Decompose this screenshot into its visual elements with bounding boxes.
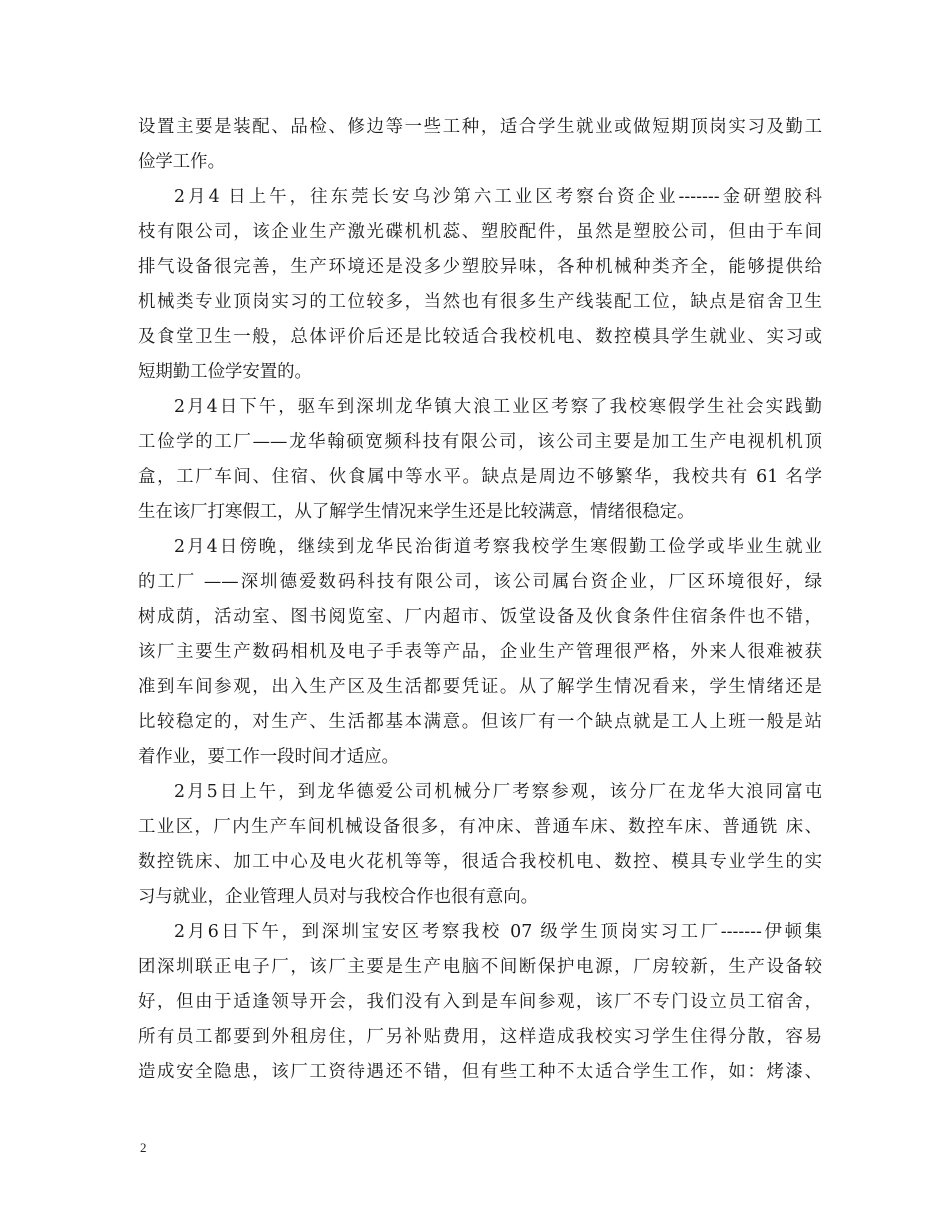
text-line: 数控铣床、加工中心及电火花机等等，很适合我校机电、数控、模具专业学生的实: [138, 852, 822, 872]
text-line: 造成安全隐患，该厂工资待遇还不错，但有些工种不太适合学生工作，如：烤漆、: [138, 1062, 822, 1082]
text-line: 枝有限公司，该企业生产激光碟机机蕊、塑胶配件，虽然是塑胶公司，但由于车间: [138, 222, 822, 242]
text-line: 设置主要是装配、品检、修边等一些工种，适合学生就业或做短期顶岗实习及勤工: [138, 117, 822, 137]
text-line: 短期勤工俭学安置的。: [138, 362, 312, 382]
text-line: 团深圳联正电子厂，该厂主要是生产电脑不间断保护电源，厂房较新，生产设备较: [138, 957, 822, 977]
paragraph-feb6-afternoon: [138, 915, 822, 1090]
text-line: 机械类专业顶岗实习的工位较多，当然也有很多生产线装配工位，缺点是宿舍卫生: [138, 292, 822, 312]
text-line: 工业区，厂内生产车间机械设备很多，有冲床、普通车床、数控车床、普通铣 床、: [138, 817, 822, 837]
text-line: 的工厂 ——深圳德爱数码科技有限公司，该公司属台资企业，厂区环境很好，绿: [138, 572, 822, 592]
text-line: 工俭学的工厂——龙华翰硕宽频科技有限公司，该公司主要是加工生产电视机机顶: [138, 432, 822, 452]
paragraph-feb5-morning: [138, 775, 822, 915]
text-line: 着作业，要工作一段时间才适应。: [138, 747, 399, 767]
paragraph-feb4-evening: [138, 530, 822, 775]
text-line: 该厂主要生产数码相机及电子手表等产品，企业生产管理很严格，外来人很难被获: [138, 642, 822, 662]
paragraph-feb4-afternoon: [138, 390, 822, 530]
text-line: 2月6日下午，到深圳宝安区考察我校 07 级学生顶岗实习工厂-------伊顿集: [174, 922, 822, 942]
text-line: 树成荫，活动室、图书阅览室、厂内超市、饭堂设备及伙食条件住宿条件也不错，: [138, 607, 822, 627]
text-line: 比较稳定的，对生产、生活都基本满意。但该厂有一个缺点就是工人上班一般是站: [138, 712, 822, 732]
text-line: 2月5日上午，到龙华德爱公司机械分厂考察参观，该分厂在龙华大浪同富屯: [174, 782, 822, 802]
document-body: [138, 110, 822, 1090]
text-line: 2月4 日上午，往东莞长安乌沙第六工业区考察台资企业-------金研塑胶科: [174, 187, 822, 207]
text-line: 2月4日傍晚，继续到龙华民治街道考察我校学生寒假勤工俭学或毕业生就业: [174, 537, 822, 557]
text-line: 及食堂卫生一般，总体评价后还是比较适合我校机电、数控模具学生就业、实习或: [138, 327, 822, 347]
page-number: 2: [140, 1140, 147, 1155]
text-line: 好，但由于适逢领导开会，我们没有入到是车间参观，该厂不专门设立员工宿舍，: [138, 992, 822, 1012]
paragraph-feb4-morning: [138, 180, 822, 390]
text-line: 俭学工作。: [138, 152, 225, 172]
text-line: 2月4日下午，驱车到深圳龙华镇大浪工业区考察了我校寒假学生社会实践勤: [174, 397, 822, 417]
text-line: 排气设备很完善，生产环境还是没多少塑胶异味，各种机械种类齐全，能够提供给: [138, 257, 822, 277]
text-line: 所有员工都要到外租房住，厂另补贴费用，这样造成我校实习学生住得分散，容易: [138, 1027, 822, 1047]
paragraph-continuation: [138, 110, 822, 180]
text-line: 准到车间参观，出入生产区及生活都要凭证。从了解学生情况看来，学生情绪还是: [138, 677, 822, 697]
text-line: 生在该厂打寒假工，从了解学生情况来学生还是比较满意，情绪很稳定。: [138, 502, 695, 522]
text-line: 盒，工厂车间、住宿、伙食属中等水平。缺点是周边不够繁华，我校共有 61 名学: [138, 467, 822, 487]
text-line: 习与就业，企业管理人员对与我校合作也很有意向。: [138, 887, 538, 907]
